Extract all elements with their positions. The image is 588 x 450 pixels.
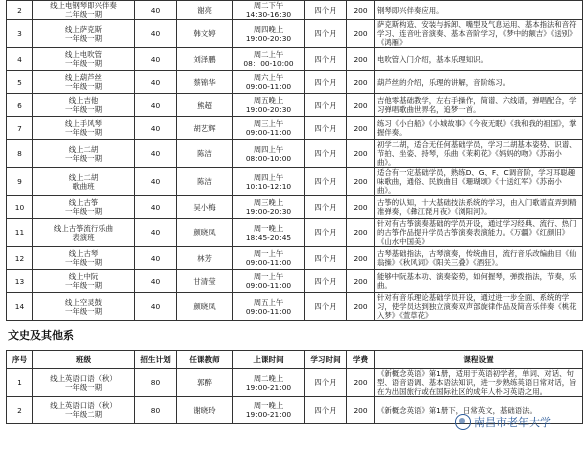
cell-teacher: 陈洁 [177,168,233,196]
cell-plan: 40 [135,168,177,196]
cell-no: 12 [7,247,33,270]
cell-class: 线上英语口语（秋） 一年级二期 [33,397,135,424]
cell-duration: 四个月 [305,140,347,168]
cell-class: 线上二胡 歌曲班 [33,168,135,196]
cell-plan: 40 [135,140,177,168]
table-row [7,140,583,168]
cell-duration: 四个月 [305,117,347,140]
header-plan: 招生计划 [135,351,177,369]
table-row [7,71,583,94]
cell-teacher: 郭醉 [177,369,233,397]
cell-course: 针对有音乐理论基础学员开设，通过进一步全面、系统的学习，使学员达到独立演奏双声部旋律作品及简音乐伴奏《桃花入梦》《萱草花》 [375,293,583,321]
cell-class: 线上古筝流行乐曲 表演班 [33,219,135,247]
table-row [7,94,583,117]
cell-class: 线上二胡 一年级一期 [33,140,135,168]
cell-course: 《新概念英语》第1册下，日常英文，基础语法。 [375,397,583,424]
wechat-logo-icon [455,414,471,430]
watermark [455,414,551,430]
cell-course: 古琴基础指法，古琴演奏，传统曲目，流行音乐改编曲目《仙翁操》《秋风词》《阳关三叠》《酒狂》。 [375,247,583,270]
cell-plan: 40 [135,247,177,270]
cell-duration: 四个月 [305,1,347,20]
cell-course: 初学二胡，适合无任何基础学员，学习二胡基本姿势、识谱、节拍、坐姿、持琴，乐曲《茉莉花》《妈妈的吻》《苏南小曲》。 [375,140,583,168]
table-row [7,293,583,321]
cell-no: 6 [7,94,33,117]
cell-fee: 200 [347,219,375,247]
cell-fee: 200 [347,397,375,424]
cell-teacher: 熊超 [177,94,233,117]
cell-fee: 200 [347,71,375,94]
cell-duration: 四个月 [305,48,347,71]
header-duration: 学习时间 [305,351,347,369]
cell-time: 周二晚上 19:00-21:00 [233,369,305,397]
header-teacher: 任课教师 [177,351,233,369]
cell-duration: 四个月 [305,270,347,293]
cell-class: 线上古筝 一年级一期 [33,196,135,219]
cell-time: 周六上午 09:00-11:00 [233,71,305,94]
cell-plan: 40 [135,20,177,48]
cell-duration: 四个月 [305,369,347,397]
cell-teacher: 吴小梅 [177,196,233,219]
cell-course: 《新概念英语》第1册，适用于英语初学者，单词、对话、句型、语音语调、基本语法知识，进一步熟练英语日常对话，旨在为出国旅行或在国际社区的成年人朴习英语之用。 [375,369,583,397]
cell-fee: 200 [347,140,375,168]
cell-course: 钢琴即兴伴奏应用。 [375,1,583,20]
cell-class: 线上葫芦丝 一年级一期 [33,71,135,94]
cell-course: 电吹管入门介绍，基本乐理知识。 [375,48,583,71]
cell-class: 线上中阮 一年级一期 [33,270,135,293]
cell-class: 线上吉他 一年级一期 [33,94,135,117]
cell-plan: 40 [135,293,177,321]
header-course: 课程设置 [375,351,583,369]
cell-duration: 四个月 [305,20,347,48]
cell-class: 线上手风琴 一年级一期 [33,117,135,140]
cell-teacher: 甘清莹 [177,270,233,293]
table-row [7,196,583,219]
cell-fee: 200 [347,94,375,117]
cell-time: 周一晚上 19:00-21:00 [233,397,305,424]
table-row [7,48,583,71]
cell-no: 1 [7,369,33,397]
cell-no: 4 [7,48,33,71]
cell-duration: 四个月 [305,247,347,270]
literature-course-table [6,350,583,424]
cell-fee: 200 [347,270,375,293]
cell-time: 周一上午 09:00-11:00 [233,270,305,293]
cell-teacher: 刘泽鹏 [177,48,233,71]
cell-course: 针对有古筝演奏基础的学员开设，通过学习经典、流行、热门的古筝作品提升学员古筝演奏表演能力。《万疆》《红颜旧》《山水中国美》 [375,219,583,247]
header-class: 班级 [33,351,135,369]
music-course-table [6,0,583,321]
cell-no: 9 [7,168,33,196]
table-row [7,369,583,397]
cell-class: 线上萨克斯 一年级一期 [33,20,135,48]
cell-plan: 40 [135,71,177,94]
cell-fee: 200 [347,117,375,140]
table-row [7,117,583,140]
cell-fee: 200 [347,369,375,397]
cell-plan: 40 [135,1,177,20]
cell-time: 周三晚上 19:00-20:30 [233,196,305,219]
cell-no: 10 [7,196,33,219]
cell-duration: 四个月 [305,219,347,247]
cell-time: 周一晚上 18:45-20:45 [233,219,305,247]
cell-fee: 200 [347,196,375,219]
table-row [7,20,583,48]
cell-class: 线上电钢琴即兴伴奏 二年级一期 [33,1,135,20]
cell-time: 周一上午 09:00-11:00 [233,247,305,270]
cell-no: 11 [7,219,33,247]
cell-time: 周四晚上 19:00-20:30 [233,20,305,48]
cell-time: 周三上午 09:00-11:00 [233,117,305,140]
cell-teacher: 林芳 [177,247,233,270]
cell-plan: 80 [135,369,177,397]
header-no: 序号 [7,351,33,369]
cell-course: 练习《小白船》《小城故事》《今夜无眠》《我和我的祖国》，掌握伴奏。 [375,117,583,140]
cell-no: 2 [7,397,33,424]
table-row [7,270,583,293]
header-fee: 学费 [347,351,375,369]
cell-course: 古筝的认知，十大基础技法系统的学习，由入门歌谱直弄到精准弹奏，《彝江琵月夜》《浏阳河》。 [375,196,583,219]
cell-fee: 200 [347,168,375,196]
cell-teacher: 谢亮 [177,1,233,20]
header-row [7,351,583,369]
cell-duration: 四个月 [305,71,347,94]
cell-plan: 40 [135,219,177,247]
cell-no: 8 [7,140,33,168]
cell-plan: 80 [135,397,177,424]
cell-course: 葫芦丝的介绍，乐理的讲解，音阶练习。 [375,71,583,94]
cell-fee: 200 [347,293,375,321]
section-title: 文史及其他系 [8,329,74,342]
cell-fee: 200 [347,48,375,71]
cell-plan: 40 [135,94,177,117]
cell-no: 13 [7,270,33,293]
cell-fee: 200 [347,20,375,48]
cell-time: 周二上午 08：00-10:00 [233,48,305,71]
header-time: 上课时间 [233,351,305,369]
cell-no: 14 [7,293,33,321]
cell-course: 萨克斯构造、安装与拆卸、嘴型及气息运用、基本指法和音符学习、连音吐音演奏、基本音阶学习，《梦中的额吉》《送别》《鸿雁》 [375,20,583,48]
cell-teacher: 颜晓凤 [177,219,233,247]
cell-teacher: 胡艺辉 [177,117,233,140]
cell-class: 线上古琴 一年级一期 [33,247,135,270]
cell-plan: 40 [135,117,177,140]
cell-fee: 200 [347,1,375,20]
cell-plan: 40 [135,270,177,293]
cell-class: 线上英语口语（秋） 一年级一期 [33,369,135,397]
cell-no: 5 [7,71,33,94]
cell-class: 线上电吹管 一年级一期 [33,48,135,71]
cell-no: 7 [7,117,33,140]
cell-teacher: 陈洁 [177,140,233,168]
cell-duration: 四个月 [305,397,347,424]
cell-fee: 200 [347,247,375,270]
cell-teacher: 韩文婷 [177,20,233,48]
cell-time: 周二下午 14:30-16:30 [233,1,305,20]
cell-duration: 四个月 [305,94,347,117]
cell-course: 能够中阮基本功、演奏姿势，如何握琴，弹拨指法，节奏，乐曲。 [375,270,583,293]
cell-teacher: 蔡锦华 [177,71,233,94]
cell-course: 吉他零基础教学，左右手操作，简谱、六线谱，弹唱配合，学习弹唱歌曲世界名，追梦一首。 [375,94,583,117]
cell-time: 周四上午 08:00-10:00 [233,140,305,168]
cell-plan: 40 [135,48,177,71]
cell-time: 周五晚上 19:00-20:30 [233,94,305,117]
cell-time: 周五上午 09:00-11:00 [233,293,305,321]
cell-teacher: 谢晓玲 [177,397,233,424]
table-row [7,1,583,20]
cell-duration: 四个月 [305,168,347,196]
cell-no: 2 [7,1,33,20]
table-row [7,247,583,270]
cell-duration: 四个月 [305,293,347,321]
cell-no: 3 [7,20,33,48]
cell-plan: 40 [135,196,177,219]
watermark-text: 南昌市老年大学 [474,416,551,429]
cell-class: 线上空灵鼓 一年级一期 [33,293,135,321]
cell-time: 周四上午 10:10-12:10 [233,168,305,196]
cell-course: 适合有一定基础学员，熟练D、G、F、C调音阶，学习耳聪趣味歌曲，通俗、民族曲目《珊瑚颂》《十送红军》《苏南小曲》。 [375,168,583,196]
table-row [7,219,583,247]
cell-teacher: 颜晓凤 [177,293,233,321]
cell-duration: 四个月 [305,196,347,219]
table-row [7,168,583,196]
